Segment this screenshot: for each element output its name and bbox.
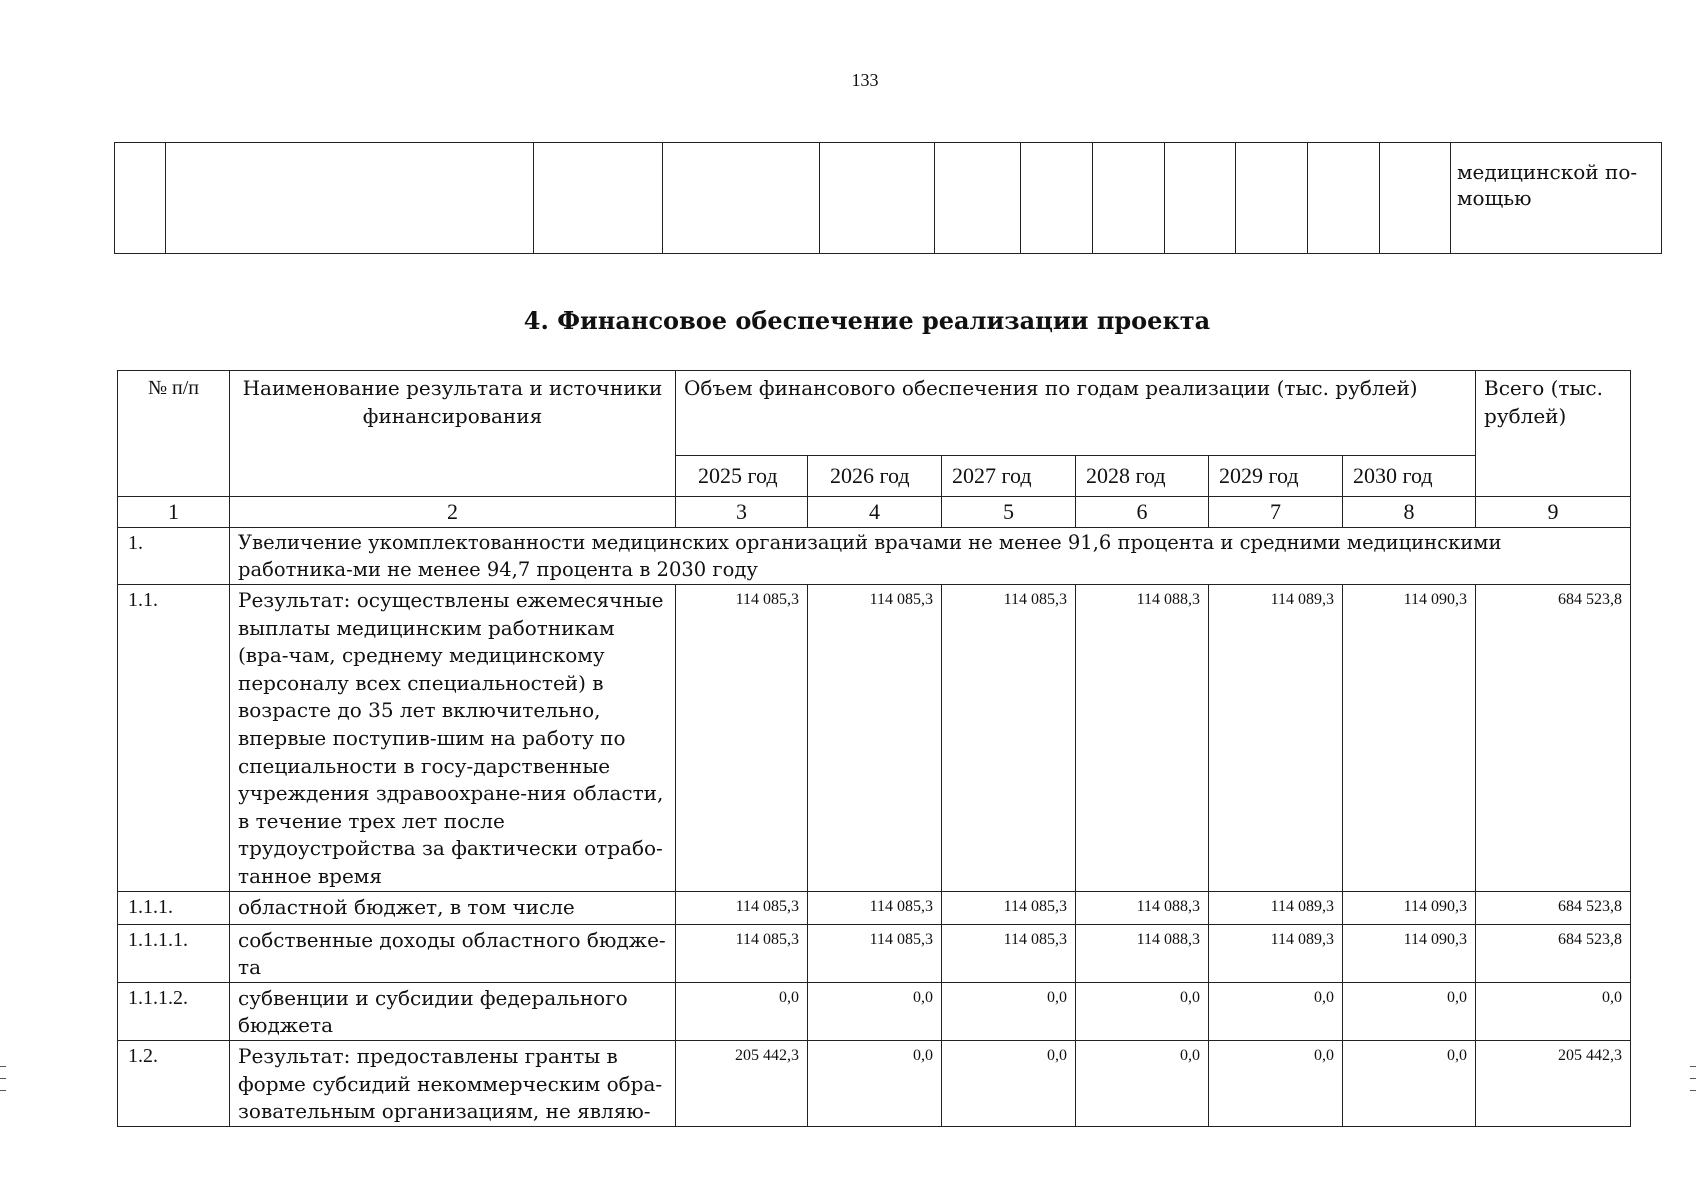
row-value: 114 085,3 <box>808 891 942 924</box>
table-cell <box>1380 143 1451 254</box>
goal-text: Увеличение укомплектованности медицинских организаций врачами не менее 91,6 процента и средними медицинскими работника-ми не менее 94,7 процента в 2030 году <box>230 528 1631 585</box>
table-row <box>118 1040 1631 1126</box>
page-number: 133 <box>851 70 879 90</box>
header-row <box>118 371 1631 456</box>
column-number: 5 <box>942 497 1076 528</box>
table-cell <box>1093 143 1165 254</box>
row-total: 684 523,8 <box>1476 891 1631 924</box>
row-name: областной бюджет, в том числе <box>230 891 676 924</box>
table-cell <box>820 143 935 254</box>
scan-mark <box>0 1078 6 1079</box>
header-volume: Объем финансового обеспечения по годам реализации (тыс. рублей) <box>676 371 1476 456</box>
header-year: 2029 год <box>1209 456 1343 497</box>
row-name: Результат: предоставлены гранты в форме субсидий некоммерческим обра-зовательным организациям, не являю- <box>230 1040 676 1126</box>
column-number: 8 <box>1343 497 1476 528</box>
row-value: 114 085,3 <box>808 585 942 892</box>
row-value: 114 090,3 <box>1343 891 1476 924</box>
scan-mark <box>1690 1090 1696 1091</box>
row-total: 205 442,3 <box>1476 1040 1631 1126</box>
row-name: собственные доходы областного бюдже-та <box>230 924 676 982</box>
scan-mark <box>0 1090 6 1091</box>
row-value: 0,0 <box>1076 1040 1209 1126</box>
row-value: 114 089,3 <box>1209 891 1343 924</box>
table-row <box>118 891 1631 924</box>
column-number: 4 <box>808 497 942 528</box>
row-num: 1.1.1. <box>118 891 230 924</box>
row-value: 114 088,3 <box>1076 585 1209 892</box>
table-cell <box>1308 143 1380 254</box>
previous-table-fragment <box>114 142 1662 254</box>
row-total: 684 523,8 <box>1476 585 1631 892</box>
goal-row <box>118 528 1631 585</box>
row-name: Результат: осуществлены ежемесячные выплаты медицинским работникам (вра-чам, среднему медицинскому персоналу всех специальностей) в возрасте до 35 лет включительно, впервые поступив-шим на работу по специальности в госу-дарственные учреждения здравоохране-ния области, в течение трех лет после трудоустройства за фактически отрабо-танное время <box>230 585 676 892</box>
header-year: 2028 год <box>1076 456 1209 497</box>
column-number: 3 <box>676 497 808 528</box>
table-cell <box>166 143 534 254</box>
row-value: 0,0 <box>1343 1040 1476 1126</box>
header-year: 2030 год <box>1343 456 1476 497</box>
row-value: 114 088,3 <box>1076 891 1209 924</box>
table-cell <box>663 143 820 254</box>
row-value: 114 089,3 <box>1209 585 1343 892</box>
table-cell <box>935 143 1021 254</box>
table-cell-text: медицинской по- мощью <box>1451 143 1662 254</box>
header-num: № п/п <box>118 371 230 497</box>
row-value: 0,0 <box>676 982 808 1040</box>
row-value: 0,0 <box>1209 982 1343 1040</box>
row-value: 114 085,3 <box>676 585 808 892</box>
section-title: 4. Финансовое обеспечение реализации проекта <box>523 306 1211 335</box>
row-value: 0,0 <box>942 982 1076 1040</box>
column-number: 1 <box>118 497 230 528</box>
row-value: 114 090,3 <box>1343 585 1476 892</box>
table-cell <box>1165 143 1236 254</box>
row-total: 684 523,8 <box>1476 924 1631 982</box>
row-value: 114 085,3 <box>676 891 808 924</box>
row-num: 1.1.1.2. <box>118 982 230 1040</box>
row-value: 0,0 <box>1343 982 1476 1040</box>
row-value: 114 085,3 <box>942 924 1076 982</box>
row-value: 114 085,3 <box>676 924 808 982</box>
column-number-row <box>118 497 1631 528</box>
header-total: Всего (тыс. рублей) <box>1476 371 1631 497</box>
scan-mark <box>1690 1066 1696 1067</box>
row-value: 0,0 <box>808 1040 942 1126</box>
row-num: 1.1.1.1. <box>118 924 230 982</box>
header-year: 2027 год <box>942 456 1076 497</box>
row-value: 114 085,3 <box>942 585 1076 892</box>
table-cell <box>1236 143 1308 254</box>
table-row <box>118 924 1631 982</box>
header-year: 2025 год <box>676 456 808 497</box>
scan-mark <box>0 1066 6 1067</box>
row-value: 0,0 <box>1076 982 1209 1040</box>
table-cell <box>534 143 663 254</box>
row-value: 0,0 <box>1209 1040 1343 1126</box>
table-cell <box>115 143 166 254</box>
table-row <box>115 143 1662 254</box>
goal-num: 1. <box>118 528 230 585</box>
row-value: 114 088,3 <box>1076 924 1209 982</box>
row-value: 205 442,3 <box>676 1040 808 1126</box>
column-number: 9 <box>1476 497 1631 528</box>
row-value: 114 090,3 <box>1343 924 1476 982</box>
row-total: 0,0 <box>1476 982 1631 1040</box>
table-row <box>118 585 1631 892</box>
row-value: 0,0 <box>808 982 942 1040</box>
row-num: 1.2. <box>118 1040 230 1126</box>
row-value: 114 085,3 <box>808 924 942 982</box>
row-value: 114 085,3 <box>942 891 1076 924</box>
table-row <box>118 982 1631 1040</box>
row-value: 114 089,3 <box>1209 924 1343 982</box>
financing-table <box>117 370 1631 1127</box>
row-num: 1.1. <box>118 585 230 892</box>
header-name: Наименование результата и источники финансирования <box>230 371 676 497</box>
scan-mark <box>1690 1078 1696 1079</box>
row-value: 0,0 <box>942 1040 1076 1126</box>
column-number: 2 <box>230 497 676 528</box>
column-number: 6 <box>1076 497 1209 528</box>
column-number: 7 <box>1209 497 1343 528</box>
table-cell <box>1021 143 1093 254</box>
header-year: 2026 год <box>808 456 942 497</box>
row-name: субвенции и субсидии федерального бюджета <box>230 982 676 1040</box>
